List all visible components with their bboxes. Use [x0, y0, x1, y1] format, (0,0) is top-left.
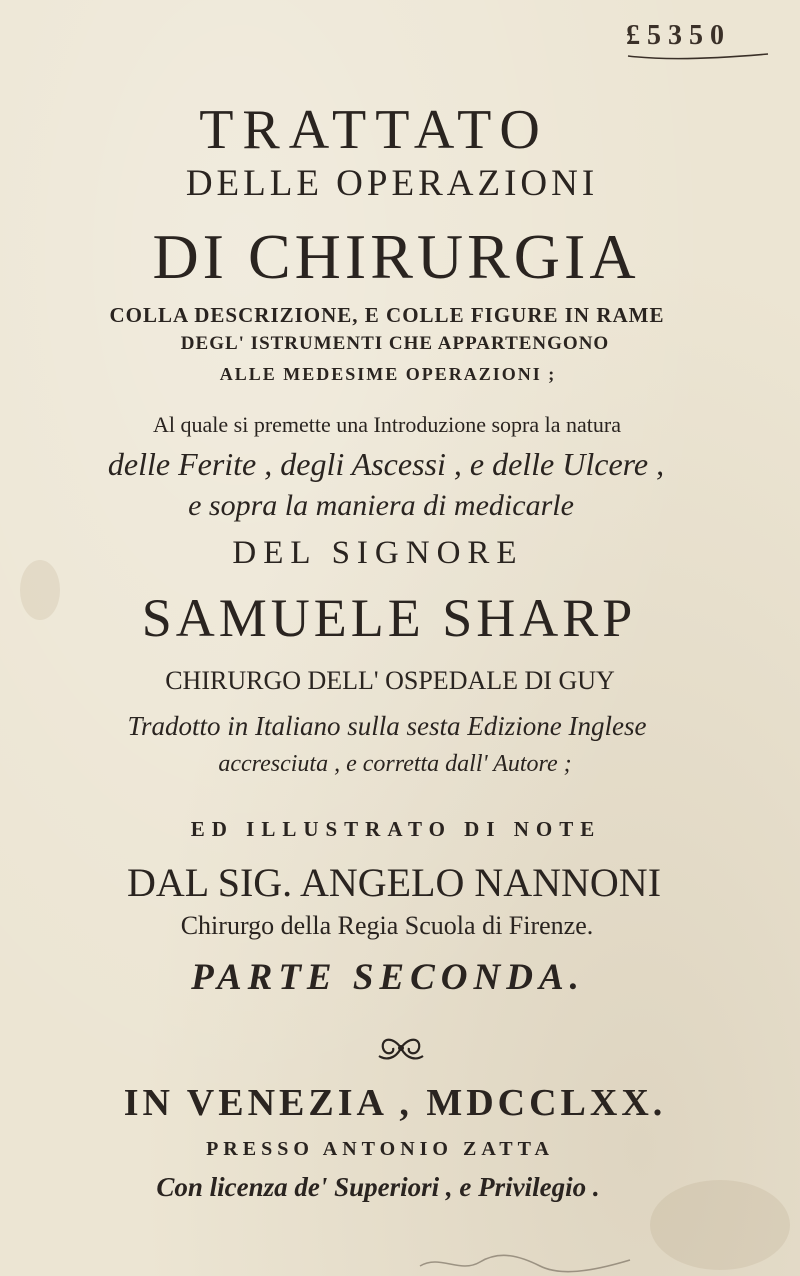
- imprint-license: Con licenza de' Superiori , e Privilegio .: [156, 1172, 600, 1202]
- author-role: CHIRURGO DELL' OSPEDALE DI GUY: [165, 666, 615, 695]
- illustrated-line: ED ILLUSTRATO DI NOTE: [190, 817, 602, 841]
- handwritten-signature-icon: [400, 1252, 660, 1276]
- imprint-place-date: IN VENEZIA , MDCCLXX.: [123, 1082, 667, 1124]
- author-name: SAMUELE SHARP: [141, 588, 637, 648]
- intro-line-3: e sopra la maniera di medicarle: [188, 489, 574, 522]
- translator-name: DAL SIG. ANGELO NANNONI: [126, 860, 662, 905]
- fleuron-icon: [371, 1030, 431, 1066]
- book-subtitle: DELLE OPERAZIONI: [185, 163, 599, 204]
- imprint-printer: PRESSO ANTONIO ZATTA: [206, 1138, 554, 1160]
- by-line: DEL SIGNORE: [232, 535, 524, 571]
- svg-text:£ 5 3 5 0: £ 5 3 5 0: [626, 20, 724, 51]
- part-label: PARTE SECONDA.: [191, 957, 585, 998]
- description-line-1: COLLA DESCRIZIONE, E COLLE FIGURE IN RAME: [109, 303, 665, 327]
- book-title: TRATTATO: [199, 99, 549, 161]
- book-subject: DI CHIRURGIA: [152, 221, 640, 292]
- description-line-3: ALLE MEDESIME OPERAZIONI ;: [219, 364, 557, 384]
- translation-line-1: Tradotto in Italiano sulla sesta Edizione Inglese: [127, 711, 647, 741]
- description-line-2: DEGL' ISTRUMENTI CHE APPARTENGONO: [180, 333, 610, 354]
- intro-line-2: delle Ferite , degli Ascessi , e delle Ulcere ,: [107, 446, 665, 482]
- translator-role: Chirurgo della Regia Scuola di Firenze.: [180, 911, 594, 940]
- intro-line-1: Al quale si premette una Introduzione sopra la natura: [153, 412, 621, 437]
- translation-line-2: accresciuta , e corretta dall' Autore ;: [218, 751, 572, 777]
- library-stamp-icon: [618, 14, 778, 74]
